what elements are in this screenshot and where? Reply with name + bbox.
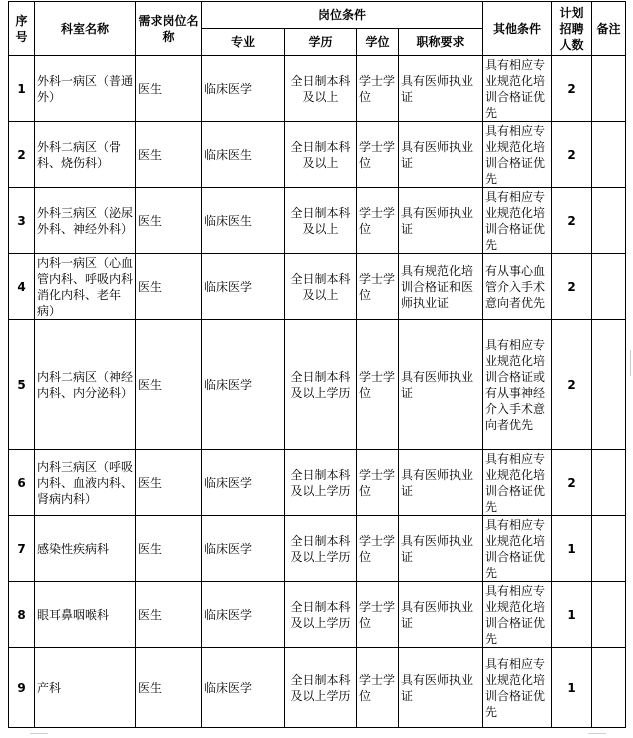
table-row bbox=[9, 56, 626, 122]
header-note: 备注 bbox=[592, 2, 626, 56]
cell-major: 临床医学 bbox=[202, 582, 285, 648]
cell-dept: 内科二病区（神经内科、内分泌科） bbox=[35, 320, 136, 450]
cell-major: 临床医生 bbox=[202, 188, 285, 254]
cell-degree: 学士学位 bbox=[357, 122, 399, 188]
header-degree: 学位 bbox=[357, 29, 399, 56]
cell-count: 2 bbox=[552, 122, 592, 188]
cell-education: 全日制本科及以上学历 bbox=[285, 450, 357, 516]
cell-note bbox=[592, 254, 626, 320]
recruitment-table bbox=[8, 1, 626, 728]
cell-count: 2 bbox=[552, 320, 592, 450]
cell-position: 医生 bbox=[136, 648, 202, 728]
header-title-req: 职称要求 bbox=[399, 29, 483, 56]
header-conditions-group: 岗位条件 bbox=[202, 2, 483, 29]
cell-degree: 学士学位 bbox=[357, 648, 399, 728]
cell-note bbox=[592, 450, 626, 516]
cell-other: 具有相应专业规范化培训合格证优先 bbox=[483, 516, 552, 582]
scroll-edge-marker bbox=[630, 350, 631, 376]
cell-count: 2 bbox=[552, 450, 592, 516]
cell-degree: 学士学位 bbox=[357, 188, 399, 254]
cell-seq: 6 bbox=[9, 450, 35, 516]
cell-major: 临床医学 bbox=[202, 320, 285, 450]
cell-position: 医生 bbox=[136, 254, 202, 320]
cell-title-req: 具有医师执业证 bbox=[399, 188, 483, 254]
cell-position: 医生 bbox=[136, 516, 202, 582]
cell-education: 全日制本科及以上学历 bbox=[285, 516, 357, 582]
cell-major: 临床医学 bbox=[202, 648, 285, 728]
cell-count: 2 bbox=[552, 188, 592, 254]
header-position: 需求岗位名称 bbox=[136, 2, 202, 56]
cell-note bbox=[592, 122, 626, 188]
cell-count: 2 bbox=[552, 254, 592, 320]
cell-education: 全日制本科及以上 bbox=[285, 56, 357, 122]
table-row bbox=[9, 582, 626, 648]
table-row bbox=[9, 188, 626, 254]
header-major: 专业 bbox=[202, 29, 285, 56]
cell-dept: 内科三病区（呼吸内科、血液内科、肾病内科） bbox=[35, 450, 136, 516]
cell-major: 临床医学 bbox=[202, 450, 285, 516]
cell-title-req: 具有医师执业证 bbox=[399, 582, 483, 648]
cell-seq: 9 bbox=[9, 648, 35, 728]
cell-position: 医生 bbox=[136, 122, 202, 188]
cell-position: 医生 bbox=[136, 450, 202, 516]
cell-education: 全日制本科及以上 bbox=[285, 188, 357, 254]
cell-other: 有从事心血管介入手术意向者优先 bbox=[483, 254, 552, 320]
cell-note bbox=[592, 320, 626, 450]
cell-title-req: 具有医师执业证 bbox=[399, 122, 483, 188]
cell-seq: 4 bbox=[9, 254, 35, 320]
table-row bbox=[9, 516, 626, 582]
table-row bbox=[9, 122, 626, 188]
cell-major: 临床医生 bbox=[202, 122, 285, 188]
cell-count: 1 bbox=[552, 516, 592, 582]
cell-education: 全日制本科及以上 bbox=[285, 254, 357, 320]
cell-education: 全日制本科及以上学历 bbox=[285, 320, 357, 450]
cell-seq: 5 bbox=[9, 320, 35, 450]
cell-dept: 外科一病区（普通外） bbox=[35, 56, 136, 122]
cell-position: 医生 bbox=[136, 582, 202, 648]
page-edge-mark-left bbox=[30, 733, 48, 734]
table-row bbox=[9, 320, 626, 450]
cell-education: 全日制本科及以上 bbox=[285, 122, 357, 188]
cell-dept: 眼耳鼻咽喉科 bbox=[35, 582, 136, 648]
cell-seq: 3 bbox=[9, 188, 35, 254]
cell-dept: 内科一病区（心血管内科、呼吸内科消化内科、老年病） bbox=[35, 254, 136, 320]
cell-other: 具有相应专业规范化培训合格证或有从事神经介入手术意向者优先 bbox=[483, 320, 552, 450]
cell-seq: 2 bbox=[9, 122, 35, 188]
table-row bbox=[9, 648, 626, 728]
cell-position: 医生 bbox=[136, 320, 202, 450]
cell-title-req: 具有医师执业证 bbox=[399, 320, 483, 450]
page-edge-mark-right bbox=[588, 733, 606, 734]
cell-note bbox=[592, 582, 626, 648]
cell-title-req: 具有医师执业证 bbox=[399, 450, 483, 516]
cell-other: 具有相应专业规范化培训合格证优先 bbox=[483, 56, 552, 122]
header-seq: 序号 bbox=[9, 2, 35, 56]
cell-major: 临床医学 bbox=[202, 56, 285, 122]
cell-degree: 学士学位 bbox=[357, 320, 399, 450]
cell-title-req: 具有医师执业证 bbox=[399, 56, 483, 122]
cell-seq: 7 bbox=[9, 516, 35, 582]
cell-note bbox=[592, 56, 626, 122]
cell-degree: 学士学位 bbox=[357, 516, 399, 582]
table-row bbox=[9, 254, 626, 320]
cell-dept: 外科二病区（骨科、烧伤科） bbox=[35, 122, 136, 188]
cell-dept: 产科 bbox=[35, 648, 136, 728]
cell-title-req: 具有医师执业证 bbox=[399, 648, 483, 728]
cell-other: 具有相应专业规范化培训合格证优先 bbox=[483, 582, 552, 648]
cell-dept: 外科三病区（泌尿外科、神经外科） bbox=[35, 188, 136, 254]
cell-dept: 感染性疾病科 bbox=[35, 516, 136, 582]
cell-other: 具有相应专业规范化培训合格证优先 bbox=[483, 450, 552, 516]
cell-degree: 学士学位 bbox=[357, 56, 399, 122]
header-other: 其他条件 bbox=[483, 2, 552, 56]
cell-other: 具有相应专业规范化培训合格证优先 bbox=[483, 648, 552, 728]
header-row-top bbox=[9, 2, 626, 29]
cell-count: 1 bbox=[552, 648, 592, 728]
cell-major: 临床医学 bbox=[202, 254, 285, 320]
header-education: 学历 bbox=[285, 29, 357, 56]
cell-seq: 8 bbox=[9, 582, 35, 648]
cell-education: 全日制本科及以上学历 bbox=[285, 582, 357, 648]
cell-degree: 学士学位 bbox=[357, 582, 399, 648]
cell-title-req: 具有医师执业证 bbox=[399, 516, 483, 582]
cell-other: 具有相应专业规范化培训合格证优先 bbox=[483, 188, 552, 254]
cell-count: 1 bbox=[552, 582, 592, 648]
cell-note bbox=[592, 648, 626, 728]
header-dept: 科室名称 bbox=[35, 2, 136, 56]
cell-position: 医生 bbox=[136, 188, 202, 254]
cell-position: 医生 bbox=[136, 56, 202, 122]
cell-degree: 学士学位 bbox=[357, 450, 399, 516]
cell-note bbox=[592, 188, 626, 254]
header-count: 计划招聘人数 bbox=[552, 2, 592, 56]
table-row bbox=[9, 450, 626, 516]
cell-major: 临床医学 bbox=[202, 516, 285, 582]
cell-title-req: 具有规范化培训合格证和医师执业证 bbox=[399, 254, 483, 320]
cell-seq: 1 bbox=[9, 56, 35, 122]
cell-other: 具有相应专业规范化培训合格证优先 bbox=[483, 122, 552, 188]
cell-degree: 学士学位 bbox=[357, 254, 399, 320]
cell-education: 全日制本科及以上学历 bbox=[285, 648, 357, 728]
cell-count: 2 bbox=[552, 56, 592, 122]
cell-note bbox=[592, 516, 626, 582]
